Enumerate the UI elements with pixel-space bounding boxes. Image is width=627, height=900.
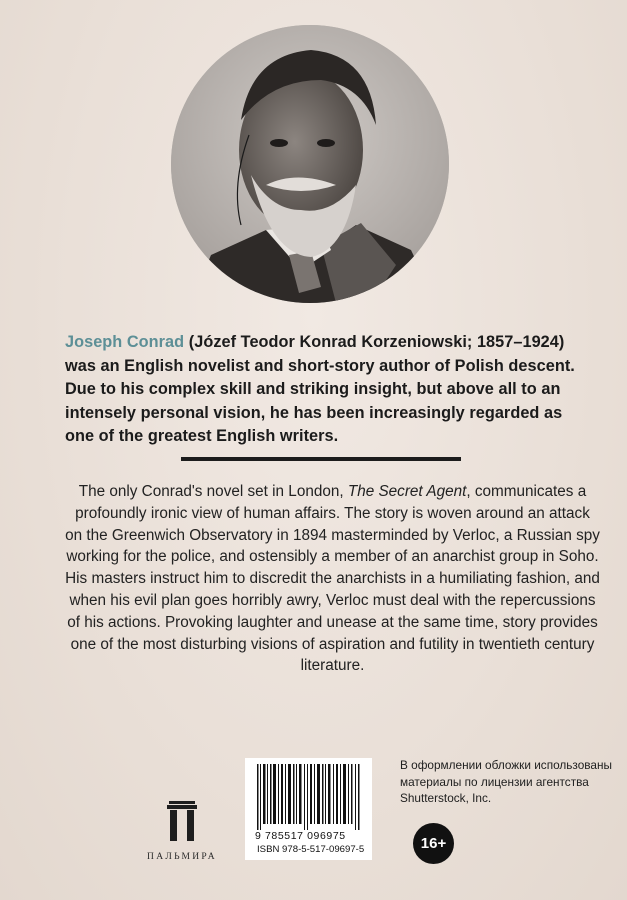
- author-portrait: [171, 25, 449, 303]
- author-name: Joseph Conrad: [65, 333, 185, 351]
- publisher-logo: [137, 800, 227, 868]
- age-rating-badge: 16+: [413, 823, 454, 864]
- isbn: ISBN 978-5-517-09697-5: [257, 844, 365, 855]
- book-description: [65, 481, 600, 677]
- author-bio: [65, 331, 595, 449]
- palmyra-logo-icon: [166, 800, 198, 842]
- barcode: [245, 758, 372, 860]
- author-portrait-photo: [171, 25, 449, 303]
- description-intro: The only Conrad's novel set in London,: [78, 483, 344, 500]
- section-divider: [181, 457, 461, 461]
- publisher-name: ПАЛЬМИРА: [147, 852, 217, 862]
- license-note: В оформлении обложки использованы материалы по лицензии агентства Shutterstock, Inc.: [400, 758, 612, 805]
- author-bio-text: (Józef Teodor Konrad Korzeniowski; 1857–1924) was an English novelist and short-story author of Polish descent. Due to his complex skill and striking insight, but above all to an intensely personal vision, he has been increasingly regarded as one of the greatest English writers.: [65, 333, 575, 445]
- barcode-digits: 9 785517 096975: [255, 830, 346, 842]
- description-body: , communicates a profoundly ironic view of human affairs. The story is woven around an attack on the Greenwich Observatory in 1894 masterminded by Verloc, a Russian spy working for the police, and ostensibly a member of an anarchist group in Soho. His masters instruct him to discredit the anarchists in a humiliating fashion, and when his evil plan goes horribly awry, Verloc must deal with the repercussions of his actions. Provoking laughter and unease at the same time, story provides one of the most disturbing visions of aspiration and futility in twentieth century literature.: [65, 483, 600, 675]
- book-title: The Secret Agent: [347, 483, 467, 500]
- barcode-bars: [257, 764, 360, 830]
